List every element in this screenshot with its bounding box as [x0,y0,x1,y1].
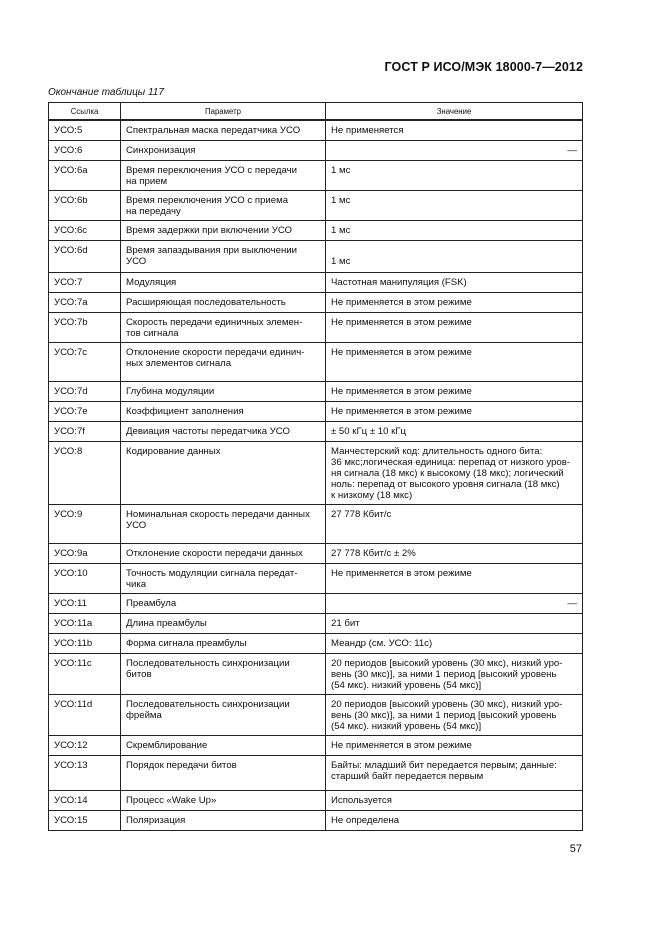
cell-parameter: Процесс «Wake Up» [121,790,326,810]
cell-value: 20 периодов [высокий уровень (30 мкс), низкий уро- вень (30 мкс)], за ними 1 период [высокий уровень (54 мкс). низкий уровень (54 мкс)] [326,653,583,694]
column-header-value: Значение [326,103,583,121]
table-row [49,810,583,830]
cell-parameter: Отклонение скорости передачи единич- ных элементов сигнала [121,342,326,381]
cell-value: Не определена [326,810,583,830]
table-row [49,220,583,240]
cell-parameter: Скремблирование [121,735,326,755]
cell-ref: УСО:13 [49,755,121,790]
cell-value: Используется [326,790,583,810]
cell-ref: УСО:7a [49,292,121,312]
cell-parameter: Поляризация [121,810,326,830]
table-row [49,342,583,381]
cell-ref: УСО:6a [49,160,121,190]
cell-ref: УСО:15 [49,810,121,830]
cell-value: 21 бит [326,613,583,633]
cell-value: — [326,140,583,160]
table-row [49,421,583,441]
cell-ref: УСО:11 [49,593,121,613]
table-row [49,190,583,220]
table-row [49,633,583,653]
cell-value: ± 50 кГц ± 10 кГц [326,421,583,441]
cell-parameter: Точность модуляции сигнала передат- чика [121,563,326,593]
table-row [49,240,583,272]
cell-parameter: Время задержки при включении УСО [121,220,326,240]
cell-parameter: Время переключения УСО с передачи на прием [121,160,326,190]
cell-parameter: Время запаздывания при выключении УСО [121,240,326,272]
cell-parameter: Преамбула [121,593,326,613]
cell-parameter: Расширяющая последовательность [121,292,326,312]
table-row [49,312,583,342]
cell-parameter: Девиация частоты передатчика УСО [121,421,326,441]
table-row [49,292,583,312]
cell-value: 1 мс [326,190,583,220]
table-row [49,120,583,140]
cell-parameter: Спектральная маска передатчика УСО [121,120,326,140]
cell-value: Не применяется в этом режиме [326,381,583,401]
cell-parameter: Длина преамбулы [121,613,326,633]
table-row [49,653,583,694]
table-row [49,755,583,790]
cell-value: 27 778 Кбит/с ± 2% [326,543,583,563]
table-row [49,613,583,633]
cell-value: — [326,593,583,613]
cell-ref: УСО:7b [49,312,121,342]
cell-parameter: Последовательность синхронизации битов [121,653,326,694]
cell-value: Манчестерский код: длительность одного бита: 36 мкс;логическая единица: перепад от низкого уров- ня сигнала (18 мкс) к высокому (18 мкс); логический ноль: перепад от высокого уровня сигнала (18 мкс) к низкому (18 мкс) [326,441,583,504]
cell-value: 1 мс [326,160,583,190]
table-row [49,694,583,735]
table-caption: Окончание таблицы 117 [48,87,164,98]
cell-ref: УСО:7d [49,381,121,401]
cell-value: Не применяется в этом режиме [326,292,583,312]
cell-parameter: Глубина модуляции [121,381,326,401]
cell-parameter: Последовательность синхронизации фрейма [121,694,326,735]
cell-ref: УСО:8 [49,441,121,504]
cell-ref: УСО:6b [49,190,121,220]
cell-parameter: Порядок передачи битов [121,755,326,790]
cell-ref: УСО:14 [49,790,121,810]
cell-ref: УСО:11a [49,613,121,633]
document-header: ГОСТ Р ИСО/МЭК 18000-7—2012 [384,60,583,74]
cell-value: 27 778 Кбит/с [326,504,583,543]
cell-value: 20 периодов [высокий уровень (30 мкс), низкий уро- вень (30 мкс)], за ними 1 период [высокий уровень (54 мкс). низкий уровень (54 мкс)] [326,694,583,735]
cell-ref: УСО:7 [49,272,121,292]
cell-value: Не применяется в этом режиме [326,563,583,593]
cell-ref: УСО:10 [49,563,121,593]
table-row [49,593,583,613]
table-row [49,563,583,593]
cell-ref: УСО:6d [49,240,121,272]
cell-value: Не применяется в этом режиме [326,312,583,342]
cell-value: Не применяется в этом режиме [326,401,583,421]
cell-parameter: Время переключения УСО с приема на передачу [121,190,326,220]
cell-parameter: Скорость передачи единичных элемен- тов сигнала [121,312,326,342]
cell-parameter: Номинальная скорость передачи данных УСО [121,504,326,543]
cell-value: 1 мс [326,220,583,240]
table-row [49,504,583,543]
table-row [49,735,583,755]
column-header-parameter: Параметр [121,103,326,121]
cell-parameter: Синхронизация [121,140,326,160]
cell-ref: УСО:9 [49,504,121,543]
table-row [49,381,583,401]
cell-parameter: Форма сигнала преамбулы [121,633,326,653]
cell-ref: УСО:6c [49,220,121,240]
cell-ref: УСО:7c [49,342,121,381]
cell-ref: УСО:6 [49,140,121,160]
cell-parameter: Модуляция [121,272,326,292]
cell-value: Байты: младший бит передается первым; данные: старший байт передается первым [326,755,583,790]
cell-ref: УСО:5 [49,120,121,140]
cell-ref: УСО:7e [49,401,121,421]
table-body [49,120,583,830]
table-row [49,272,583,292]
cell-parameter: Коэффициент заполнения [121,401,326,421]
table-row [49,441,583,504]
table-row [49,160,583,190]
table-header-row [49,103,583,121]
table-row [49,140,583,160]
table-row [49,543,583,563]
cell-ref: УСО:11d [49,694,121,735]
cell-value: Не применяется [326,120,583,140]
spec-table [48,102,583,831]
table-row [49,790,583,810]
cell-ref: УСО:12 [49,735,121,755]
cell-ref: УСО:11b [49,633,121,653]
table-row [49,401,583,421]
column-header-ref: Ссылка [49,103,121,121]
cell-value: Частотная манипуляция (FSK) [326,272,583,292]
cell-parameter: Отклонение скорости передачи данных [121,543,326,563]
cell-parameter: Кодирование данных [121,441,326,504]
cell-ref: УСО:9a [49,543,121,563]
page-number: 57 [569,843,582,855]
cell-value: Не применяется в этом режиме [326,342,583,381]
cell-value: Меандр (см. УСО: 11с) [326,633,583,653]
cell-value: Не применяется в этом режиме [326,735,583,755]
cell-ref: УСО:7f [49,421,121,441]
cell-ref: УСО:11c [49,653,121,694]
cell-value: 1 мс [326,240,583,272]
